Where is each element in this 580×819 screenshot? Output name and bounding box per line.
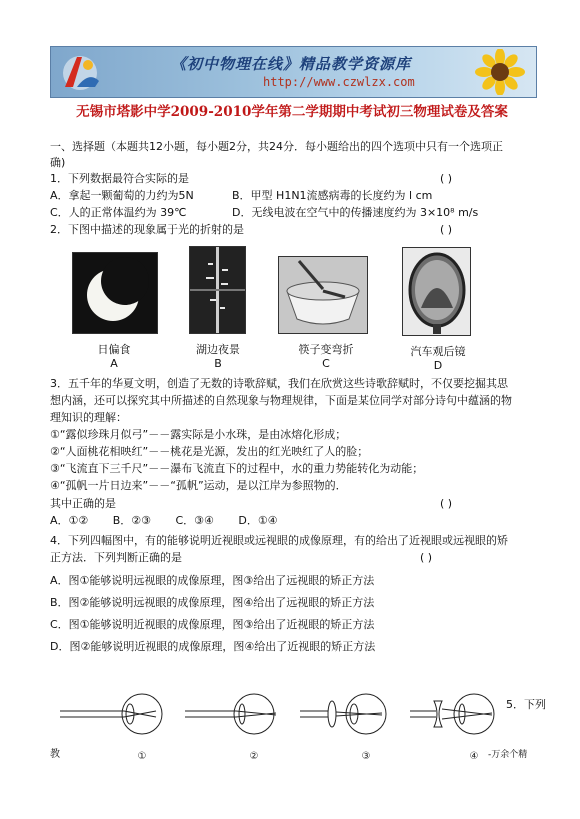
eye-diagram-1 — [60, 694, 162, 734]
letter-d: D — [433, 359, 443, 372]
letter-a: A — [110, 357, 118, 370]
q3-item-3: ③“飞流直下三千尺”－－瀑布飞流直下的过程中，水的重力势能转化为动能； — [50, 462, 424, 475]
eye-fig-label-2: ② — [249, 751, 259, 762]
q4-option-b: B．图②能够说明远视眼的成像原理，图④给出了远视眼的矫正方法 — [50, 596, 375, 609]
q1-answer-blank: ( ) — [440, 172, 453, 185]
letter-c: C — [322, 357, 330, 370]
caption-b: 湖边夜景 — [196, 343, 240, 356]
photo-lakeside-night-view — [189, 246, 246, 334]
footer-right-text: -万余个精 — [488, 750, 528, 760]
photo-partial-solar-eclipse — [72, 252, 158, 334]
footer-left-text: 教 — [50, 749, 60, 760]
q3-item-1: ①“露似珍珠月似弓”－－露实际是小水珠，是由冰熔化形成； — [50, 428, 347, 441]
q4-option-d: D．图②能够说明近视眼的成像原理，图④给出了近视眼的矫正方法 — [50, 640, 376, 653]
section-heading: 一、选择题（本题共12小题，每小题2分，共24分．每小题给出的四个选项中只有一个选项正 — [50, 140, 503, 153]
q1-option-c: C．人的正常体温约为 39℃ — [50, 206, 187, 219]
caption-a: 日偏食 — [97, 343, 131, 356]
eye-fig-label-4: ④ — [469, 751, 479, 762]
photo-bent-chopstick-bowl — [278, 256, 368, 334]
q1-stem: 1．下列数据最符合实际的是 — [50, 172, 189, 185]
q4-option-a: A．图①能够说明远视眼的成像原理，图③给出了远视眼的矫正方法 — [50, 574, 375, 587]
site-logo-icon — [55, 51, 105, 93]
section-heading-cont: 确) — [50, 156, 66, 169]
eye-fig-label-1: ① — [137, 751, 147, 762]
sunflower-icon — [470, 49, 530, 95]
q3-ask: 其中正确的是 — [50, 497, 116, 510]
q4-stem-line2: 正方法．下列判断正确的是 — [50, 551, 182, 564]
header-banner — [50, 46, 537, 98]
q5-start: 5．下列 — [506, 698, 546, 711]
q3-intro-line2: 想内涵，还可以探究其中所描述的自然现象与物理规律，下面是某位同学对部分诗句中蕴涵的物 — [50, 394, 512, 407]
q3-answer-blank: ( ) — [440, 497, 453, 510]
q3-item-4: ④“孤帆一片日边来”－－“孤帆”运动，是以江岸为参照物的． — [50, 479, 347, 492]
q4-answer-blank: ( ) — [420, 551, 433, 564]
q3-intro-line1: 3．五千年的华夏文明，创造了无数的诗歌辞赋，我们在欣赏这些诗歌辞赋时，不仅要挖掘其思 — [50, 377, 508, 390]
eye-diagram-3 — [300, 694, 386, 734]
eye-diagrams — [60, 693, 520, 763]
q2-stem: 2．下图中描述的现象属于光的折射的是 — [50, 223, 244, 236]
eye-fig-label-3: ③ — [361, 751, 371, 762]
q1-option-d: D．无线电波在空气中的传播速度约为 3×10⁸ m/s — [232, 206, 479, 219]
q3-intro-line3: 理知识的理解： — [50, 411, 127, 424]
document-title: 无锡市塔影中学2009-2010学年第二学期期中考试初三物理试卷及答案 — [76, 104, 508, 120]
letter-b: B — [214, 357, 222, 370]
q2-answer-blank: ( ) — [440, 223, 453, 236]
q3-options: A．①② B．②③ C．③④ D．①④ — [50, 514, 278, 527]
q1-option-a: A．拿起一颗葡萄的力约为5N — [50, 189, 194, 202]
caption-c: 筷子变弯折 — [298, 343, 354, 356]
caption-d: 汽车观后镜 — [410, 345, 466, 358]
eye-diagram-4 — [410, 694, 494, 734]
eye-diagram-2 — [185, 694, 276, 734]
q4-option-c: C．图①能够说明近视眼的成像原理，图③给出了近视眼的矫正方法 — [50, 618, 375, 631]
photo-car-rearview-mirror — [402, 247, 471, 336]
q1-option-b: B．甲型 H1N1流感病毒的长度约为 l cm — [232, 189, 433, 202]
q3-item-2: ②“人面桃花相映红”－－桃花是光源，发出的红光映红了人的脸； — [50, 445, 369, 458]
banner-title: 《初中物理在线》精品教学资源库 — [171, 55, 412, 73]
q4-stem-line1: 4．下列四幅图中，有的能够说明近视眼或远视眼的成像原理，有的给出了近视眼或远视眼的矫 — [50, 534, 508, 547]
banner-url: http://www.czwlzx.com — [263, 75, 415, 89]
